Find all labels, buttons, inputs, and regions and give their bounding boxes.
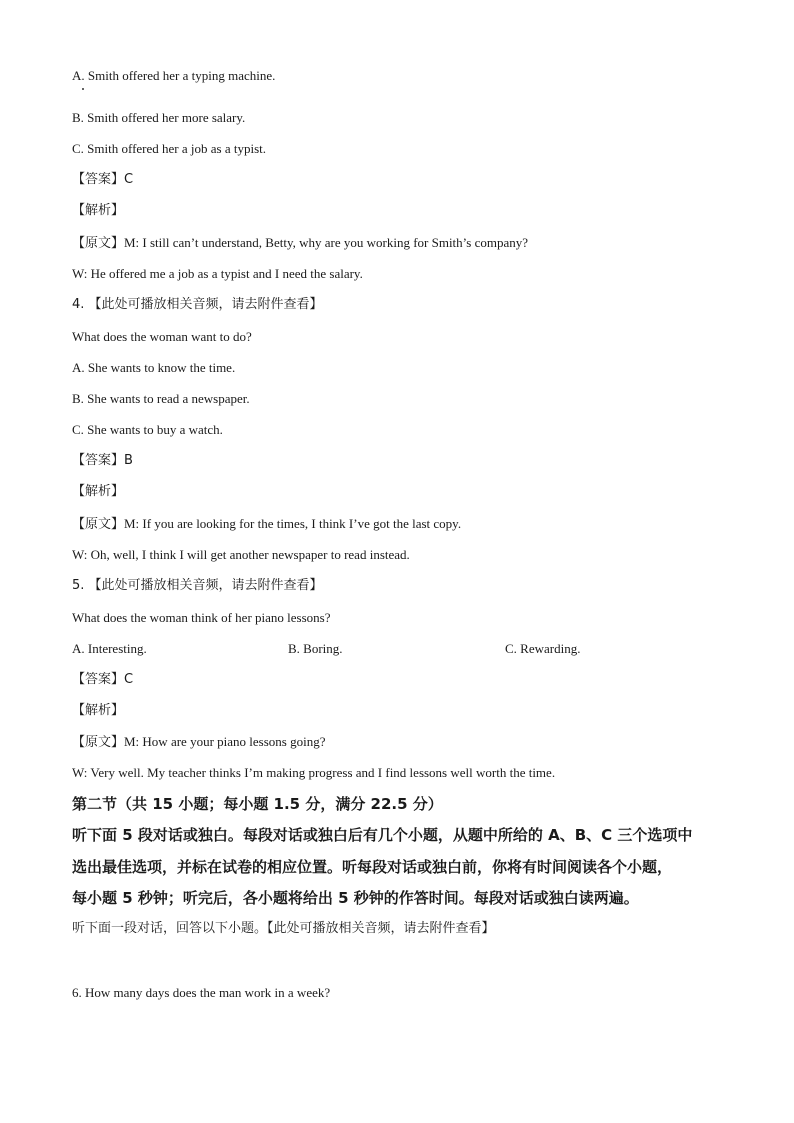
q5-option-a: A. Interesting. <box>72 641 147 656</box>
section2-listen-note: 听下面一段对话，回答以下小题。【此处可播放相关音频，请去附件查看】 <box>72 921 495 936</box>
q4-script-woman: W: Oh, well, I think I will get another newspaper to read instead. <box>72 547 410 562</box>
q3-script-man: 【原文】M: I still can’t understand, Betty, why are you working for Smith’s company? <box>72 235 529 250</box>
q3-analysis-label: 【解析】 <box>72 203 125 218</box>
q3-option-a: A. Smith offered her a typing machine. <box>72 68 276 83</box>
q5-question: What does the woman think of her piano lessons? <box>72 610 331 625</box>
q5-option-c: C. Rewarding. <box>505 641 581 656</box>
q4-option-c: C. She wants to buy a watch. <box>72 422 223 437</box>
q4-question: What does the woman want to do? <box>72 329 252 344</box>
q5-option-b: B. Boring. <box>288 641 343 656</box>
q5-script-woman: W: Very well. My teacher thinks I’m making progress and I find lessons well worth the time. <box>72 765 556 780</box>
section2-title: 第二节（共 15 小题；每小题 1.5 分，满分 22.5 分） <box>72 795 443 813</box>
q3-option-b: B. Smith offered her more salary. <box>72 110 246 125</box>
stray-dot <box>82 88 84 90</box>
section2-instruction-line2: 选出最佳选项，并标在试卷的相应位置。听每段对话或独白前，你将有时间阅读各个小题， <box>72 858 673 876</box>
section2-instruction-line3: 每小题 5 秒钟；听完后，各小题将给出 5 秒钟的作答时间。每段对话或独白读两遍。 <box>72 889 639 907</box>
q5-script-man: 【原文】M: How are your piano lessons going? <box>72 734 326 749</box>
q3-answer: 【答案】C <box>72 172 134 187</box>
q4-option-a: A. She wants to know the time. <box>72 360 236 375</box>
q4-analysis-label: 【解析】 <box>72 484 125 499</box>
q5-header: 5. 【此处可播放相关音频，请去附件查看】 <box>72 578 323 593</box>
q3-script-woman: W: He offered me a job as a typist and I need the salary. <box>72 266 363 281</box>
q5-analysis-label: 【解析】 <box>72 703 125 718</box>
q6-question: 6. How many days does the man work in a week? <box>72 985 331 1000</box>
q3-option-c: C. Smith offered her a job as a typist. <box>72 141 267 156</box>
q4-option-b: B. She wants to read a newspaper. <box>72 391 250 406</box>
section2-instruction-line1: 听下面 5 段对话或独白。每段对话或独白后有几个小题，从题中所给的 A、B、C 三个选项中 <box>72 826 693 844</box>
q4-script-man: 【原文】M: If you are looking for the times, I think I’ve got the last copy. <box>72 516 462 531</box>
q4-answer: 【答案】B <box>72 453 133 468</box>
q4-header: 4. 【此处可播放相关音频，请去附件查看】 <box>72 297 323 312</box>
q5-answer: 【答案】C <box>72 672 134 687</box>
